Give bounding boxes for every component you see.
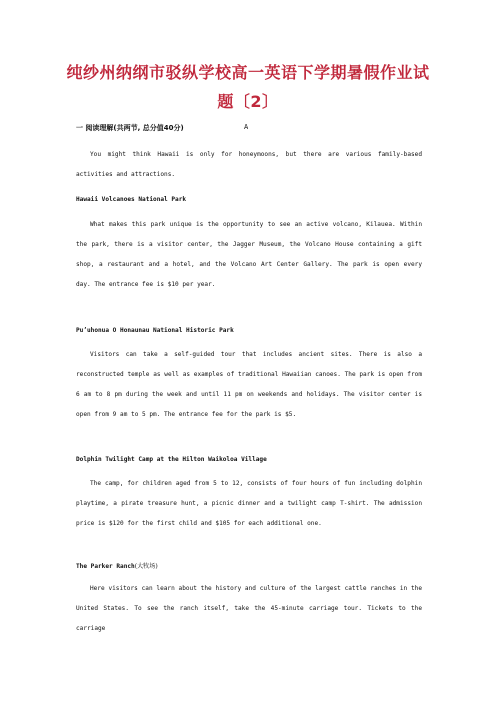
document-title-line-1: 纯纱州纳纲市驳纵学校高一英语下学期暑假作业试 xyxy=(66,63,430,82)
place-heading-note: (大牧场) xyxy=(134,563,158,570)
place-paragraph: Here visitors can learn about the history and culture of the largest cattle ranches in the United States. To see the ranch itself, take the 45-minute carriage tour. Tickets to the carriage xyxy=(76,585,422,632)
place-heading-text: The Parker Ranch xyxy=(76,563,135,570)
document-title-line-2: 题〔2〕 xyxy=(217,92,279,111)
place-heading-text: Dolphin Twilight Camp at the Hilton Waikoloa Village xyxy=(76,456,267,463)
place-heading xyxy=(76,456,267,463)
place-heading xyxy=(76,196,186,203)
place-paragraph: The camp, for children aged from 5 to 12, consists of four hours of fun including dolphin playtime, a pirate treasure hunt, a picnic dinner and a twilight camp T-shirt. The admission price is $120 for the first child and $105 for each additional one. xyxy=(76,480,422,527)
intro-paragraph: You might think Hawaii is only for honeymoons, but there are various family-based activities and attractions. xyxy=(76,151,422,178)
section-heading: 一 阅读理解(共两节, 总分值40分) xyxy=(76,124,184,132)
passage-marker: A xyxy=(244,123,249,131)
place-paragraph: What makes this park unique is the opportunity to see an active volcano, Kilauea. Within the park, there is a visitor center, the Jagger Museum, the Volcano House containing a gift shop, a restaurant and a hotel, and the Volcano Art Center Gallery. The park is open every day. The entrance fee is $10 per year. xyxy=(76,221,422,288)
place-heading xyxy=(76,561,158,570)
place-heading xyxy=(76,327,234,334)
place-heading-text: Hawaii Volcanoes National Park xyxy=(76,196,187,203)
place-paragraph: Visitors can take a self-guided tour that includes ancient sites. There is also a reconstructed temple as well as examples of traditional Hawaiian canoes. The park is open from 6 am to 8 pm during the week and until 11 pm on weekends and holidays. The visitor center is open from 9 am to 5 pm. The entrance fee for the park is $5. xyxy=(76,351,422,418)
place-heading-text: Pu’uhonua O Honaunau National Historic Park xyxy=(76,327,234,334)
